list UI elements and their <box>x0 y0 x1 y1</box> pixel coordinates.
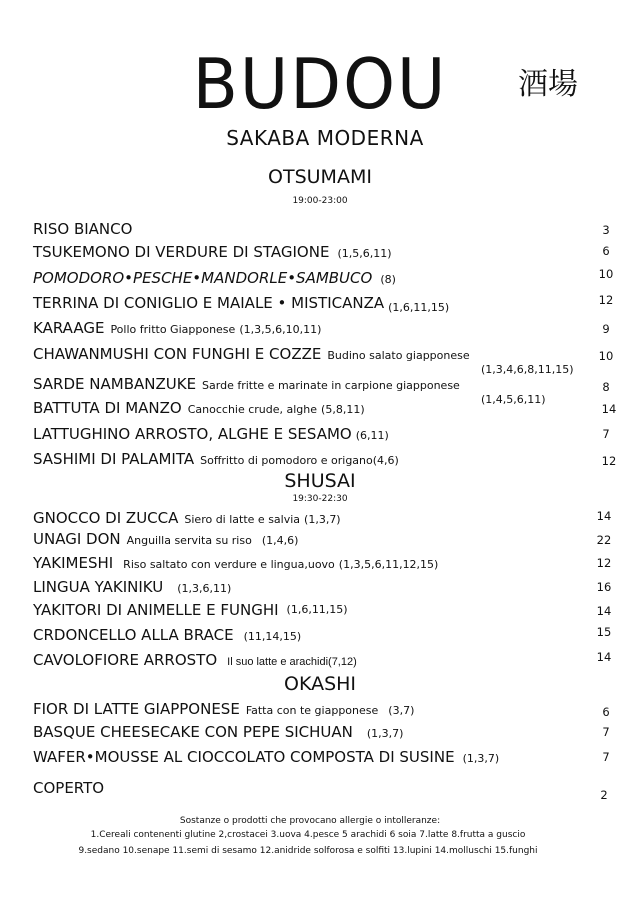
menu-item: SASHIMI DI PALAMITA Soffritto di pomodoro e origano(4,6) <box>33 450 399 468</box>
item-description: Il suo latte e arachidi <box>227 656 329 668</box>
menu-item: KARAAGE Pollo fritto Giapponese (1,3,5,6,10,11) <box>33 319 322 337</box>
menu-item: GNOCCO DI ZUCCA Siero di latte e salvia (1,3,7) <box>33 509 341 527</box>
item-allergens: (1,4,6) <box>261 534 299 547</box>
item-price: 6 <box>602 244 610 258</box>
item-price: 7 <box>602 427 610 441</box>
section-title-otsumami: OTSUMAMI <box>268 166 372 188</box>
item-allergens: (4,6) <box>372 454 399 467</box>
menu-item: TERRINA DI CONIGLIO E MAIALE • MISTICANZA $_{(1,6,11,15)}$ <box>33 294 450 314</box>
menu-item: CRDONCELLO ALLA BRACE (11,14,15) <box>33 626 302 644</box>
coperto-price: 2 <box>600 788 608 802</box>
menu-item: SARDE NAMBANZUKE Sarde fritte e marinate in carpione giapponese <box>33 375 460 393</box>
section-title-shusai: SHUSAI <box>284 470 356 492</box>
menu-item: CAVOLOFIORE ARROSTO Il suo latte e arachidi(7,12) <box>33 651 357 669</box>
allergen-notes-line2: 9.sedano 10.senape 11.semi di sesamo 12.anidride solforosa e solfiti 13.lupini 14.molluschi 15.funghi <box>78 846 538 856</box>
item-allergens: (1,3,4,6,8,11,15) <box>481 363 574 376</box>
item-price: 7 <box>602 750 610 764</box>
item-price: 9 <box>602 322 610 336</box>
item-allergens: (5,8,11) <box>321 403 365 416</box>
item-price: 14 <box>596 604 612 618</box>
item-price: 12 <box>596 556 612 570</box>
menu-item: TSUKEMONO DI VERDURE DI STAGIONE (1,5,6,11) <box>33 243 392 261</box>
item-price: 7 <box>602 725 610 739</box>
item-allergens: (1,6,11,15) <box>286 603 348 616</box>
menu-item: LINGUA YAKINIKU (1,3,6,11) <box>33 578 232 596</box>
menu-item: FIOR DI LATTE GIAPPONESE Fatta con te giapponese (3,7) <box>33 700 415 718</box>
item-description: Anguilla servita su riso <box>126 534 252 547</box>
item-price: 14 <box>601 402 617 416</box>
item-allergens: (1,3,6,11) <box>177 582 232 595</box>
menu-item: CHAWANMUSHI CON FUNGHI E COZZE Budino salato giapponese <box>33 345 470 363</box>
item-allergens: (7,12) <box>328 656 357 668</box>
item-allergens: (1,3,5,6,10,11) <box>239 323 322 336</box>
item-allergens: (1,5,6,11) <box>337 247 392 260</box>
item-price: 14 <box>596 650 612 664</box>
item-price: 12 <box>601 454 617 468</box>
section-hours-shusai: 19:30-22:30 <box>292 494 348 504</box>
menu-item: LATTUGHINO ARROSTO, ALGHE E SESAMO (6,11) <box>33 425 389 443</box>
item-description: Canocchie crude, alghe <box>187 403 318 416</box>
item-allergens: (6,11) <box>355 429 389 442</box>
menu-item: POMODORO•PESCHE•MANDORLE•SAMBUCO (8) <box>33 269 396 287</box>
item-price: 6 <box>602 705 610 719</box>
item-price: 8 <box>602 380 610 394</box>
menu-item: BASQUE CHEESECAKE CON PEPE SICHUAN (1,3,7) <box>33 723 404 741</box>
item-allergens: (1,6,11,15) <box>388 301 450 314</box>
restaurant-subtitle: SAKABA MODERNA <box>226 126 424 150</box>
item-price: 15 <box>596 625 612 639</box>
item-price: 10 <box>598 267 614 281</box>
item-price: 14 <box>596 509 612 523</box>
section-hours-otsumami: 19:00-23:00 <box>292 196 348 206</box>
kanji-title: 酒場 <box>518 67 578 102</box>
item-description: Budino salato giapponese <box>327 349 470 362</box>
restaurant-name: BUDOU <box>192 44 448 125</box>
item-allergens: (3,7) <box>388 704 415 717</box>
item-description: Sarde fritte e marinate in carpione giapponese <box>202 379 460 392</box>
menu-item: UNAGI DON Anguilla servita su riso (1,4,6) <box>33 530 299 548</box>
allergen-notes-title: Sostanze o prodotti che provocano allergie o intolleranze: <box>179 816 441 826</box>
item-price: 16 <box>596 580 612 594</box>
allergen-notes-line1: 1.Cereali contenenti glutine 2,crostacei 3.uova 4.pesce 5 arachidi 6 soia 7.latte 8.frutta a guscio <box>90 830 526 840</box>
menu-item: BATTUTA DI MANZO Canocchie crude, alghe (5,8,11) <box>33 399 365 417</box>
item-description: Fatta con te giapponese <box>245 704 379 717</box>
item-description: Siero di latte e salvia <box>184 513 301 526</box>
item-price: 22 <box>596 533 612 547</box>
item-price: 12 <box>598 293 614 307</box>
item-price: 10 <box>598 349 614 363</box>
item-price: 3 <box>602 223 610 237</box>
item-allergens: (1,4,5,6,11) <box>481 393 546 406</box>
item-description: Pollo fritto Giapponese <box>110 323 236 336</box>
item-allergens: (1,3,5,6,11,12,15) <box>338 558 439 571</box>
item-allergens: (1,3,7) <box>366 727 404 740</box>
coperto-label: COPERTO <box>33 779 105 797</box>
section-title-okashi: OKASHI <box>283 673 357 695</box>
item-allergens: (1,3,7) <box>462 752 500 765</box>
menu-item: RISO BIANCO <box>33 220 133 238</box>
item-description: Riso saltato con verdure e lingua,uovo <box>123 558 335 571</box>
menu-item: YAKITORI DI ANIMELLE E FUNGHI (1,6,11,15) <box>33 601 348 619</box>
item-allergens: (11,14,15) <box>243 630 302 643</box>
menu-item: YAKIMESHI Riso saltato con verdure e lingua,uovo (1,3,5,6,11,12,15) <box>33 554 439 572</box>
item-allergens: (8) <box>380 273 396 286</box>
item-allergens: (1,3,7) <box>304 513 341 526</box>
item-description: Soffritto di pomodoro e origano <box>200 454 373 467</box>
menu-item: WAFER•MOUSSE AL CIOCCOLATO COMPOSTA DI SUSINE (1,3,7) <box>33 748 500 766</box>
